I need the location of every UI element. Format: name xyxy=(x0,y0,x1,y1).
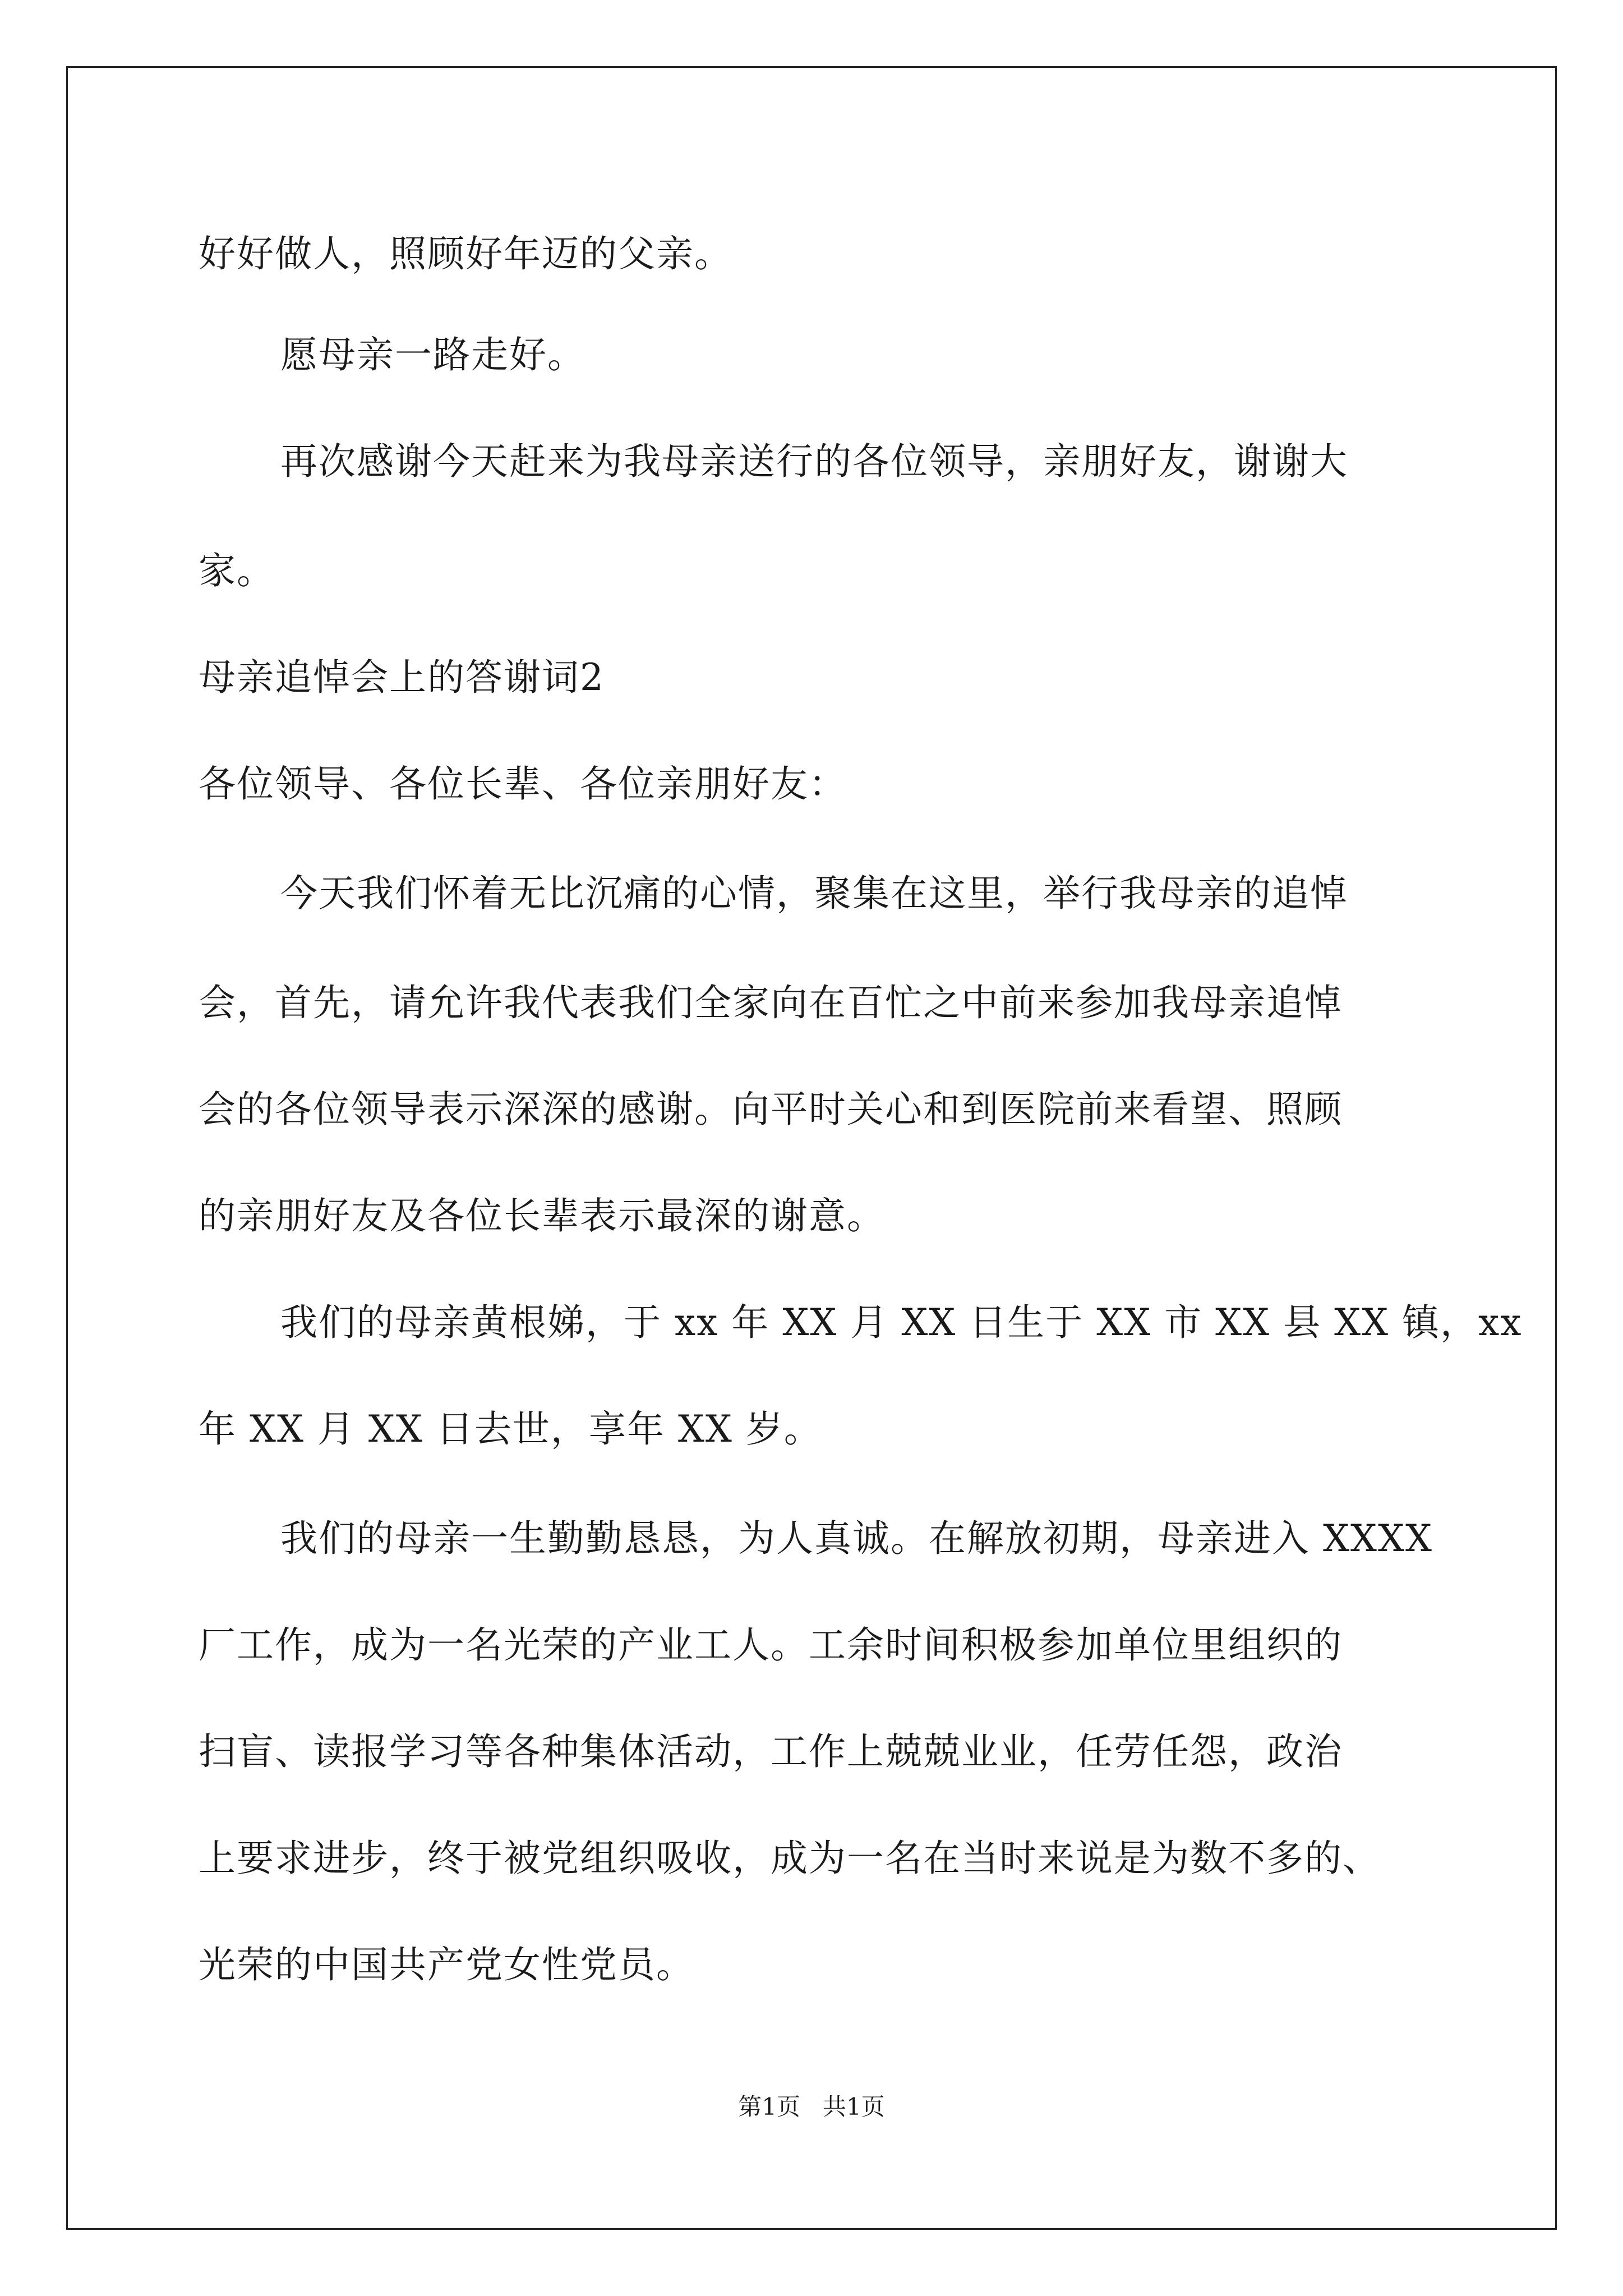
page-border xyxy=(66,66,1557,2230)
body-line: 愿母亲一路走好。 xyxy=(280,333,585,376)
body-line: 年 XX 月 XX 日去世，享年 XX 岁。 xyxy=(199,1407,822,1451)
body-line: 会的各位领导表示深深的感谢。向平时关心和到医院前来看望、照顾 xyxy=(199,1088,1343,1131)
body-line: 今天我们怀着无比沉痛的心情，聚集在这里，举行我母亲的追悼 xyxy=(280,872,1348,915)
body-line: 会，首先，请允许我代表我们全家向在百忙之中前来参加我母亲追悼 xyxy=(199,981,1343,1024)
body-line: 上要求进步，终于被党组织吸收，成为一名在当时来说是为数不多的、 xyxy=(199,1837,1381,1880)
body-line: 扫盲、读报学习等各种集体活动，工作上兢兢业业，任劳任怨，政治 xyxy=(199,1730,1343,1773)
body-line: 好好做人，照顾好年迈的父亲。 xyxy=(199,232,732,275)
salutation: 各位领导、各位长辈、各位亲朋好友： xyxy=(199,762,847,806)
body-line: 厂工作，成为一名光荣的产业工人。工余时间积极参加单位里组织的 xyxy=(199,1623,1343,1667)
body-line: 的亲朋好友及各位长辈表示最深的谢意。 xyxy=(199,1194,885,1237)
body-line: 我们的母亲一生勤勤恳恳，为人真诚。在解放初期，母亲进入 XXXX xyxy=(280,1517,1433,1560)
body-line: 家。 xyxy=(199,549,275,592)
body-line: 我们的母亲黄根娣，于 xx 年 XX 月 XX 日生于 XX 市 XX 县 XX 镇，xx xyxy=(280,1301,1523,1344)
page-number-footer: 第1页 共1页 xyxy=(738,2093,885,2120)
body-line: 光荣的中国共产党女性党员。 xyxy=(199,1943,694,1986)
body-line: 再次感谢今天赶来为我母亲送行的各位领导，亲朋好友，谢谢大 xyxy=(280,440,1348,483)
section-heading: 母亲追悼会上的答谢词2 xyxy=(199,656,605,699)
